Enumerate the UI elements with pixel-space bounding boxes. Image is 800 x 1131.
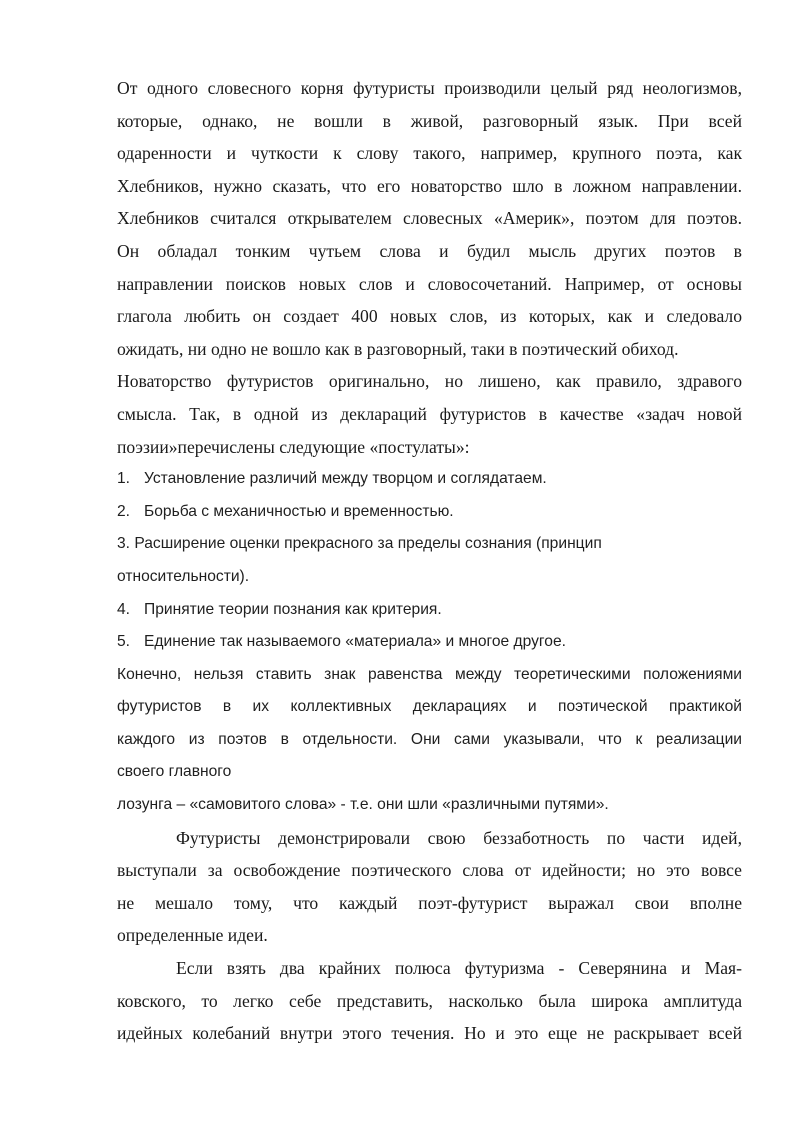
text-line: определенные идеи.	[117, 925, 268, 946]
text-line: каждого из поэтов в отдельности. Они сами указывали, что к реализации	[117, 730, 742, 748]
list-item-number: 4.	[117, 600, 131, 618]
list-item	[117, 496, 742, 529]
list-item-number: 1.	[117, 470, 131, 488]
text-line: ожидать, ни одно не вошло как в разговорный, таки в поэтический обиход.	[117, 338, 679, 359]
text-line: Если взять два крайних полюса футуризма - Северянина и Мая-	[176, 958, 742, 979]
list-item-text: Единение так называемого «материала» и многое другое.	[144, 633, 566, 651]
text-line: не мешало тому, что каждый поэт-футурист выражал свои вполне	[117, 892, 742, 913]
text-line: своего главного	[117, 763, 232, 781]
text-line: выступали за освобождение поэтического слова от идейности; но это вовсе	[117, 860, 742, 881]
text-line: направлении поисков новых слов и словосочетаний. Например, от основы	[117, 273, 742, 294]
text-line: поэзии»перечислены следующие «постулаты»:	[117, 436, 470, 457]
text-line: смысла. Так, в одной из деклараций футуристов в качестве «задач новой	[117, 403, 742, 424]
text-line: Конечно, нельзя ставить знак равенства между теоретическими положениями	[117, 665, 742, 683]
list-item-continuation: относительности).	[117, 567, 250, 585]
document-body	[117, 72, 742, 1050]
list-item-text: Борьба с механичностью и временностью.	[144, 502, 454, 520]
text-line: лозунга – «самовитого слова» - т.е. они шли «различными путями».	[117, 796, 609, 814]
list-item: 3. Расширение оценки прекрасного за пределы сознания (принцип	[117, 535, 602, 553]
list-item	[117, 594, 742, 627]
text-line: От одного словесного корня футуристы производили целый ряд неологизмов,	[117, 78, 742, 98]
text-line: идейных колебаний внутри этого течения. Но и это еще не раскрывает всей	[117, 1023, 742, 1044]
list-item-text: Установление различий между творцом и соглядатаем.	[144, 470, 547, 488]
list-item-number: 2.	[117, 502, 131, 520]
text-line: Новаторство футуристов оригинально, но лишено, как правило, здравого	[117, 371, 742, 392]
text-line: Он обладал тонким чутьем слова и будил мысль других поэтов в	[117, 240, 742, 261]
list-item	[117, 626, 742, 659]
text-line: футуристов в их коллективных декларациях и поэтической практикой	[117, 698, 742, 716]
text-line: Хлебников, нужно сказать, что его новаторство шло в ложном направлении.	[117, 175, 742, 196]
text-line: глагола любить он создает 400 новых слов, из которых, как и следовало	[117, 306, 742, 327]
list-item-text: Принятие теории познания как критерия.	[144, 600, 442, 618]
text-line: Футуристы демонстрировали свою беззаботность по части идей,	[176, 827, 742, 848]
list-item	[117, 463, 742, 496]
text-line: одаренности и чуткости к слову такого, например, крупного поэта, как	[117, 143, 742, 164]
text-line: которые, однако, не вошли в живой, разговорный язык. При всей	[117, 110, 742, 131]
text-line: ковского, то легко себе представить, насколько была широка амплитуда	[117, 990, 742, 1011]
list-item-number: 5.	[117, 633, 131, 651]
text-line: Хлебников считался открывателем словесных «Америк», поэтом для поэтов.	[117, 208, 742, 229]
